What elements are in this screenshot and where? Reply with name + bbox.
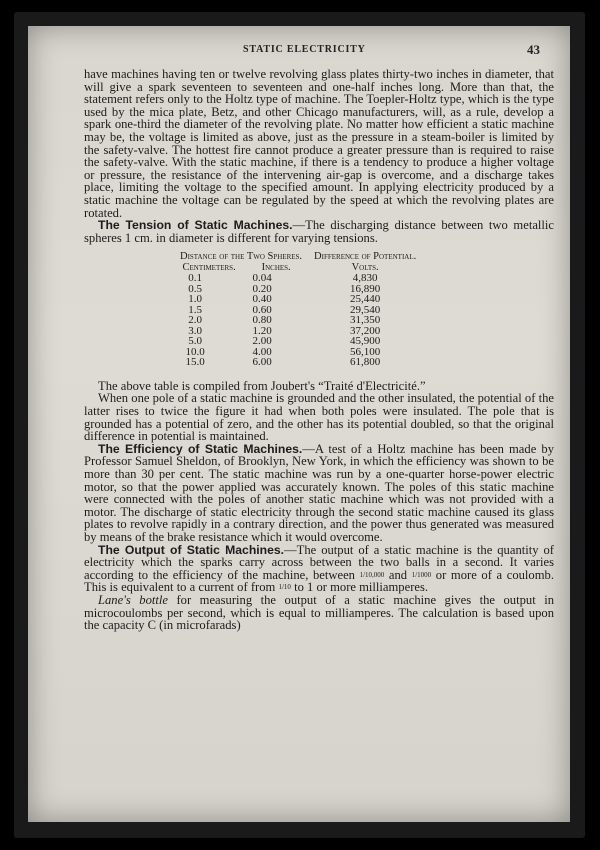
cell-inches: 0.60 [252, 303, 272, 316]
table-col-inches: Inches. [261, 261, 291, 273]
table-row [174, 336, 422, 347]
table-row [174, 305, 422, 316]
cell-inches: 0.80 [252, 314, 272, 327]
lanes-bottle-term: Lane's bottle [98, 592, 168, 607]
cell-centimeters: 1.5 [188, 303, 202, 316]
cell-volts: 16,890 [350, 282, 381, 295]
cell-centimeters: 10.0 [185, 345, 205, 358]
output-text-c: to 1 or more milliamperes. [294, 580, 429, 595]
table-header-distance: Distance of the Two Spheres. [180, 251, 303, 263]
cell-centimeters: 1.0 [188, 293, 202, 306]
cell-inches: 1.20 [252, 324, 272, 337]
paragraph-voltage-limit: have machines having ten or twelve revolving glass plates thirty-two inches in diameter, that will give a spark seventeen to seventeen and one-half inches long. More than that, the statement refers only to the Holtz type of machine. The Toepler-Holtz type, which is the type used by the mica plate, Betz, and other Chicago manufacturers, will, as a rule, develop a spark one-third the diameter of the revolving plate. No matter how efficient a static machine may be, the voltage is limited as above, just as the pressure in a steam-boiler is limited by the safety-valve. The hottest fire cannot produce a greater pressure than is required to raise the safety-valve. With the static machine, if there is a tendency to produce a higher voltage or pressure, the resistance of the intervening air-gap is overcome, and a discharge takes place, limiting the voltage to the specified amount. In applying electricity produced by a static machine the voltage can be regulated by the speed at which the revolving plates are rotated. [84, 67, 554, 220]
fraction-thousandth: 1/1000 [411, 570, 432, 579]
table-source-note: The above table is compiled from Joubert's “Traité d'Electricité.” [98, 378, 426, 393]
cell-centimeters: 15.0 [185, 356, 205, 369]
cell-centimeters: 0.5 [188, 282, 202, 295]
table-col-centimeters: Centimeters. [182, 261, 236, 273]
paragraph-output [84, 544, 554, 594]
output-and: and [388, 567, 408, 582]
page-body [84, 68, 554, 632]
running-title: STATIC ELECTRICITY [243, 44, 366, 55]
page-number: 43 [527, 42, 540, 57]
cell-inches: 0.20 [252, 282, 272, 295]
table-body [174, 273, 422, 368]
cell-centimeters: 5.0 [188, 335, 202, 348]
paragraph-grounded-pole: When one pole of a static machine is grounded and the other insulated, the potential of the latter rises to twice the figure it had when both poles were insulated. The pole that is grounded has a potential of zero, and the other has its potential doubled, so that the original difference in potential is maintained. [84, 391, 554, 444]
book-page [28, 26, 570, 822]
cell-centimeters: 2.0 [188, 314, 202, 327]
cell-volts: 61,800 [350, 356, 381, 369]
tension-text: —The discharging distance between two metallic spheres 1 cm. in diameter is different for varying tensions. [84, 218, 554, 245]
tension-table [174, 252, 422, 368]
fraction-tenth: 1/10 [278, 583, 291, 592]
cell-inches: 0.40 [252, 293, 272, 306]
cell-inches: 0.04 [252, 272, 272, 285]
cell-centimeters: 3.0 [188, 324, 202, 337]
cell-volts: 4,830 [352, 272, 378, 285]
paragraph-tension [84, 219, 554, 244]
section-heading-efficiency: The Efficiency of Static Machines. [98, 441, 303, 456]
table-row [174, 357, 422, 368]
paragraph-efficiency [84, 443, 554, 544]
cell-inches: 2.00 [252, 335, 272, 348]
table-row [174, 284, 422, 295]
cell-inches: 4.00 [252, 345, 272, 358]
cell-volts: 25,440 [350, 293, 381, 306]
cell-volts: 37,200 [350, 324, 381, 337]
table-row [174, 347, 422, 358]
efficiency-text: —A test of a Holtz machine has been made by Professor Samuel Sheldon, of Brooklyn, New York, in which the efficiency was shown to be more than 30 per cent. The static machine was run by a one-quarter horse-power electric motor, so that the power applied was accurately known. The poles of this static machine were connected with the poles of another static machine which was not provided with a motor. The discharge of static electricity through the second static machine caused its glass plates to revolve rapidly in a contrary direction, and the power thus generated was measured by means of the brake resistance which it would overcome. [84, 441, 554, 544]
table-row [174, 315, 422, 326]
output-text-a: —The output of a static machine is the quantity of electricity which the sparks carry across between the two balls in a second. It varies according to the efficiency of the machine, between [84, 542, 554, 582]
lanes-text: for measuring the output of a static machine gives the output in microcoulombs per second, which is equal to milliamperes. The calculation is based upon the capacity C (in microfarads) [84, 592, 554, 633]
section-heading-output: The Output of Static Machines. [98, 542, 285, 557]
paragraph-lanes-bottle [84, 594, 554, 632]
section-heading-tension: The Tension of Static Machines. [98, 218, 293, 233]
cell-volts: 29,540 [350, 303, 381, 316]
table-row [174, 294, 422, 305]
table-header-difference: Difference of Potential. [314, 251, 417, 263]
output-text-b: or more of a coulomb. This is equivalent to a current of from [84, 567, 554, 595]
table-row [174, 326, 422, 337]
cell-volts: 45,900 [350, 335, 381, 348]
fraction-ten-thousandth: 1/10,000 [359, 570, 385, 579]
table-col-volts: Volts. [351, 261, 379, 273]
cell-inches: 6.00 [252, 356, 272, 369]
cell-centimeters: 0.1 [188, 272, 202, 285]
cell-volts: 56,100 [350, 345, 381, 358]
page-header [28, 44, 570, 60]
cell-volts: 31,350 [350, 314, 381, 327]
table-row [174, 273, 422, 284]
